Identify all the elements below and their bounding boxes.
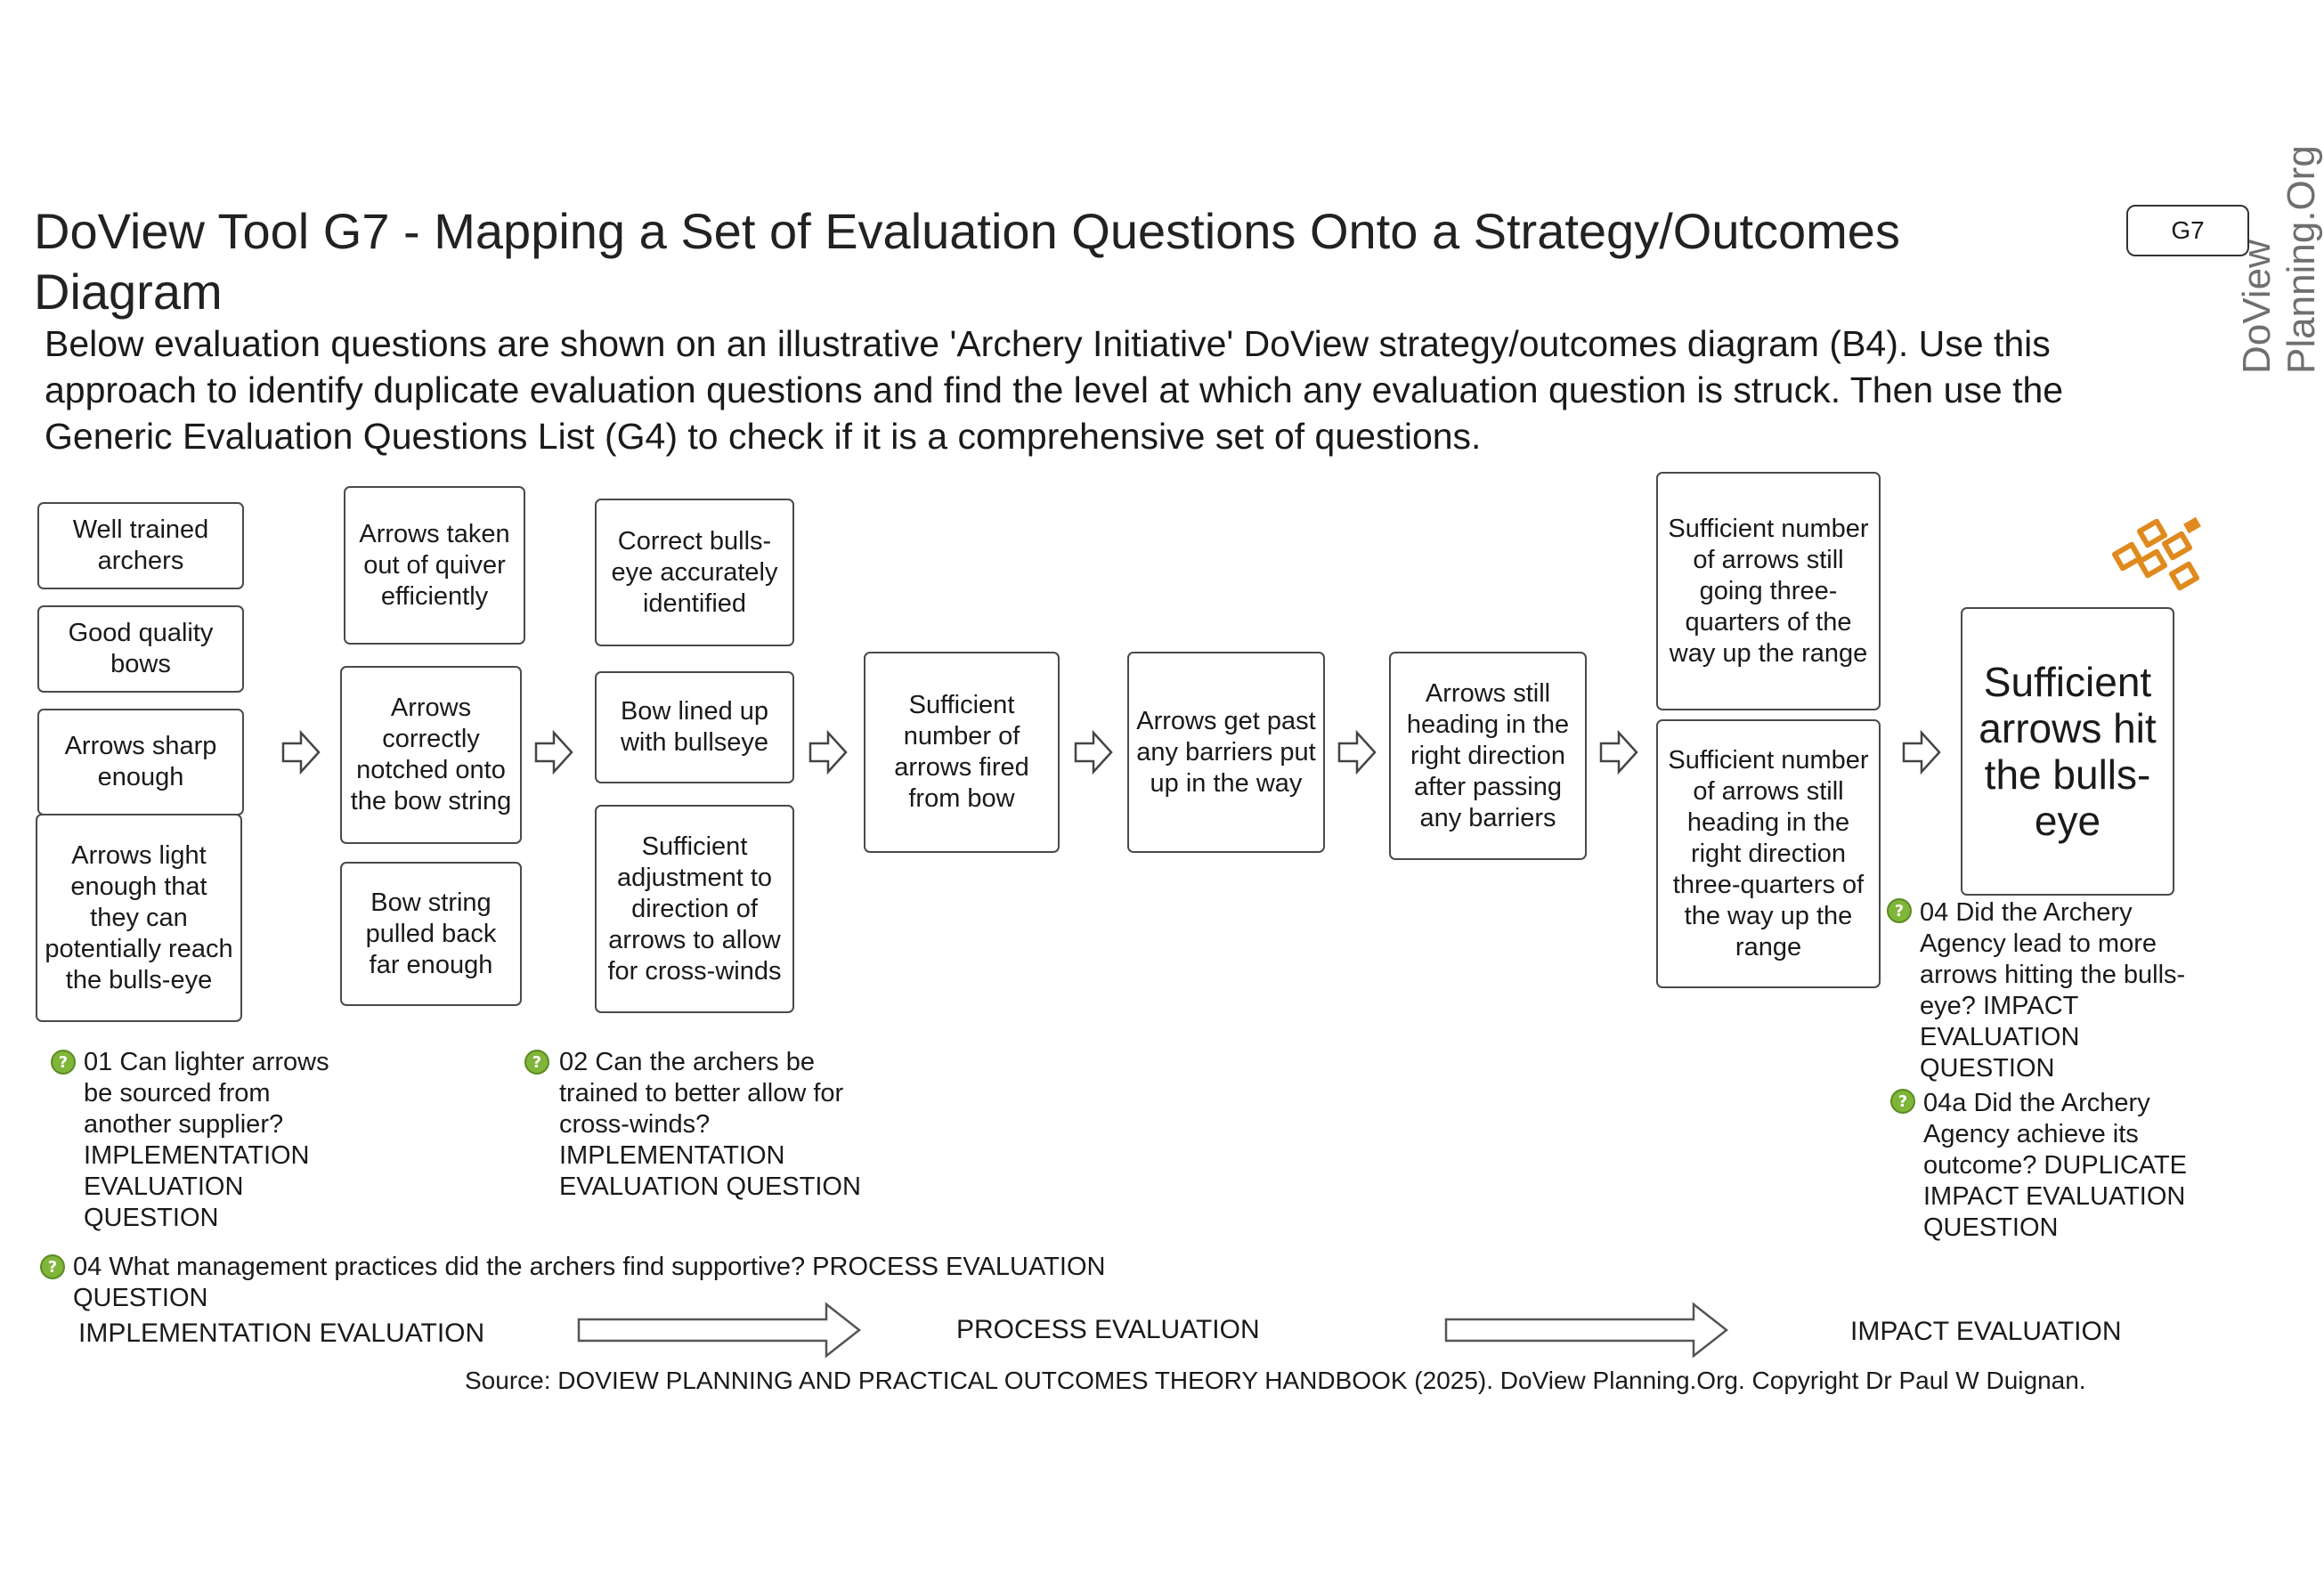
question-04a-duplicate: 04a Did the Archery Agency achieve its outcome? DUPLICATE IMPACT EVALUATION QUESTION	[1923, 1089, 2188, 1242]
source-citation: Source: DOVIEW PLANNING AND PRACTICAL OUTCOMES THEORY HANDBOOK (2025). DoView Planning.Org. Copyright Dr Paul W Duignan.	[465, 1367, 2086, 1394]
box-arrows-past-barriers: Arrows get past any barriers put up in the way	[1127, 652, 1325, 853]
svg-text:?: ?	[532, 1053, 542, 1072]
flow-arrow-1	[281, 730, 321, 775]
question-green-icon	[39, 1254, 66, 1280]
box-arrows-three-quarters: Sufficient number of arrows still going three-quarters of the way up the range	[1656, 472, 1881, 710]
doview-logo-icon	[2112, 513, 2212, 595]
question-green-icon	[50, 1049, 77, 1075]
flow-arrow-4	[1074, 730, 1113, 775]
box-well-trained-archers: Well trained archers	[37, 502, 244, 589]
flow-arrow-6	[1599, 730, 1638, 775]
logo-line-1: DoView	[2235, 239, 2279, 374]
question-04-process: 04 What management practices did the archers find supportive? PROCESS EVALUATION QUESTION	[73, 1253, 1106, 1312]
stage-implementation: IMPLEMENTATION EVALUATION	[78, 1318, 485, 1348]
stage-arrow-2	[1444, 1302, 1729, 1359]
box-arrows-taken-out: Arrows taken out of quiver efficiently	[344, 486, 525, 645]
flow-arrow-2	[534, 730, 573, 775]
box-adjustment-cross-winds: Sufficient adjustment to direction of arrows to allow for cross-winds	[595, 805, 794, 1013]
svg-text:?: ?	[47, 1258, 58, 1277]
box-bow-string-pulled: Bow string pulled back far enough	[340, 862, 522, 1006]
question-04-impact: 04 Did the Archery Agency lead to more arrows hitting the bulls-eye? IMPACT EVALUATION QUESTION	[1920, 898, 2186, 1083]
box-arrows-heading-three-quarters: Sufficient number of arrows still heading in the right direction three-quarters of the way up the range	[1656, 719, 1881, 988]
question-02: 02 Can the archers be trained to better allow for cross-winds? IMPLEMENTATION EVALUATION QUESTION	[559, 1048, 861, 1201]
question-01: 01 Can lighter arrows be sourced from another supplier? IMPLEMENTATION EVALUATION QUESTION	[84, 1048, 329, 1232]
box-arrows-sharp-enough: Arrows sharp enough	[37, 709, 244, 815]
svg-text:?: ?	[1894, 902, 1905, 921]
svg-text:?: ?	[58, 1053, 69, 1072]
question-green-icon	[1889, 1088, 1916, 1115]
stage-process: PROCESS EVALUATION	[956, 1315, 1260, 1344]
box-good-quality-bows: Good quality bows	[37, 605, 244, 693]
page-subtitle: Below evaluation questions are shown on an illustrative 'Archery Initiative' DoView strategy/outcomes diagram (B4). Use this approach to identify duplicate evaluation questions and find the level at which any evaluation question is struck. Then use the Generic Evaluation Questions List (G4) to check if it is a comprehensive set of questions.	[45, 323, 2064, 457]
logo-line-2: Planning.Org	[2279, 145, 2323, 374]
box-arrows-hit-bullseye: Sufficient arrows hit the bulls-eye	[1961, 607, 2174, 896]
tool-badge: G7	[2126, 205, 2249, 256]
box-arrows-light-enough: Arrows light enough that they can potentially reach the bulls-eye	[36, 814, 242, 1022]
page-title: DoView Tool G7 - Mapping a Set of Evaluation Questions Onto a Strategy/Outcomes Diagram	[34, 203, 1900, 320]
box-arrows-notched: Arrows correctly notched onto the bow string	[340, 666, 522, 844]
flow-arrow-7	[1902, 730, 1941, 775]
box-arrows-fired: Sufficient number of arrows fired from bow	[864, 652, 1060, 853]
question-green-icon	[524, 1049, 550, 1075]
box-bullseye-identified: Correct bulls-eye accurately identified	[595, 499, 794, 646]
flow-arrow-5	[1337, 730, 1377, 775]
box-bow-lined-up: Bow lined up with bullseye	[595, 671, 794, 783]
flow-arrow-3	[809, 730, 848, 775]
stage-arrow-1	[577, 1302, 862, 1359]
question-green-icon	[1886, 897, 1913, 924]
box-arrows-right-direction: Arrows still heading in the right direction after passing any barriers	[1389, 652, 1587, 860]
svg-text:?: ?	[1897, 1092, 1908, 1111]
stage-impact: IMPACT EVALUATION	[1850, 1317, 2122, 1346]
